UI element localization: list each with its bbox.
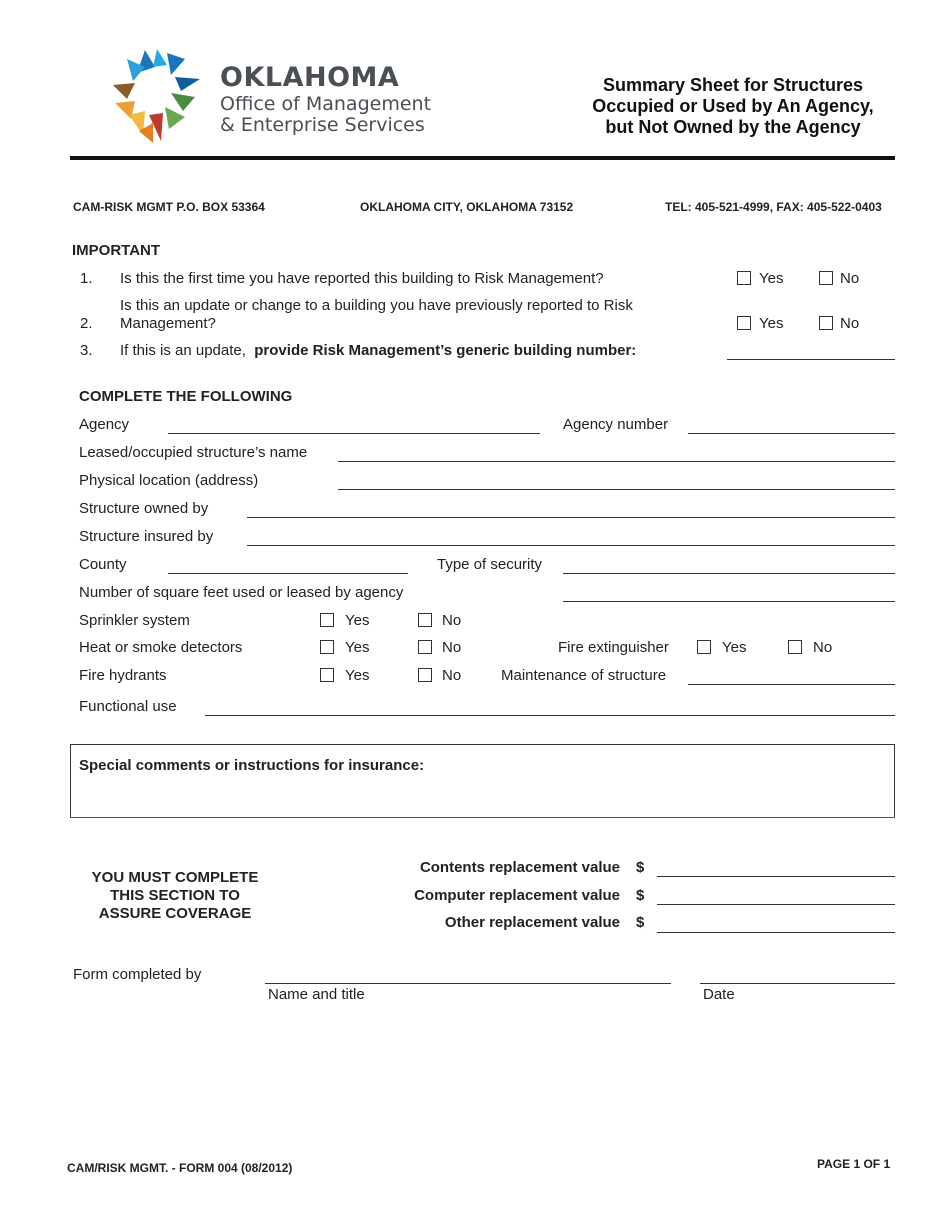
page-number: PAGE 1 OF 1 [817,1157,891,1171]
detectors-no-checkbox[interactable] [418,640,432,654]
physical-location-field[interactable] [338,489,895,490]
extinguisher-no-checkbox[interactable] [788,640,802,654]
q2-yes-checkbox[interactable] [737,316,751,330]
sprinkler-no-checkbox[interactable] [418,613,432,627]
extinguisher-yes-label: Yes [722,639,747,656]
type-of-security-field[interactable] [563,573,895,574]
county-field[interactable] [168,573,408,574]
contents-label: Contents replacement value [419,859,620,876]
physical-location-label: Physical location (address) [79,472,259,489]
q2-text-line-2: Management? [120,315,216,332]
contact-address: CAM-RISK MGMT P.O. BOX 53364 [73,200,265,214]
building-number-field[interactable] [727,359,895,360]
complete-heading: COMPLETE THE FOLLOWING [79,388,293,405]
extinguisher-no-label: No [813,639,833,656]
agency-field[interactable] [168,433,540,434]
org-line-3: & Enterprise Services [220,114,425,136]
owned-by-label: Structure owned by [79,500,209,517]
q2-yes-label: Yes [759,315,784,332]
q2-no-label: No [840,315,860,332]
important-heading: IMPORTANT [72,242,161,259]
detectors-no-label: No [442,639,462,656]
functional-use-field[interactable] [205,715,895,716]
functional-use-label: Functional use [79,698,177,715]
q1-no-checkbox[interactable] [819,271,833,285]
agency-number-field[interactable] [688,433,895,434]
must-line-3: ASSURE COVERAGE [98,905,252,922]
sprinkler-no-label: No [442,612,462,629]
omes-logo [105,45,205,145]
hydrants-yes-label: Yes [345,667,370,684]
must-line-1: YOU MUST COMPLETE [91,869,259,886]
q1-yes-label: Yes [759,270,784,287]
q3-text-plain: If this is an update, [120,342,246,359]
q2-number: 2. [80,315,93,332]
title-line-3: but Not Owned by the Agency [605,117,861,137]
star-logo-icon [105,45,205,145]
form-id: CAM/RISK MGMT. - FORM 004 (08/2012) [67,1161,293,1175]
other-currency: $ [636,914,645,931]
name-title-label: Name and title [268,986,365,1003]
q1-no-label: No [840,270,860,287]
insured-by-label: Structure insured by [79,528,214,545]
insured-by-field[interactable] [247,545,895,546]
computer-value-field[interactable] [657,904,895,905]
contents-value-field[interactable] [657,876,895,877]
other-label: Other replacement value [444,914,620,931]
coverage-notice [80,869,270,923]
structure-name-field[interactable] [338,461,895,462]
square-feet-field[interactable] [563,601,895,602]
date-field[interactable] [700,983,895,984]
title-line-2: Occupied or Used by An Agency, [592,96,874,116]
type-of-security-label: Type of security [437,556,543,573]
computer-label: Computer replacement value [414,887,620,904]
hydrants-yes-checkbox[interactable] [320,668,334,682]
contact-phone: TEL: 405-521-4999, FAX: 405-522-0403 [665,200,882,214]
sprinkler-label: Sprinkler system [79,612,190,629]
q1-text: Is this the first time you have reported this building to Risk Management? [120,270,604,287]
org-name: OKLAHOMA [220,62,400,93]
must-line-2: THIS SECTION TO [110,887,240,904]
q3-text-bold: provide Risk Management’s generic building number: [254,342,637,359]
contents-currency: $ [636,859,645,876]
detectors-yes-label: Yes [345,639,370,656]
other-value-field[interactable] [657,932,895,933]
org-line-2: Office of Management [220,93,432,115]
hydrants-label: Fire hydrants [79,667,167,684]
title-line-1: Summary Sheet for Structures [602,75,864,95]
sprinkler-yes-label: Yes [345,612,370,629]
detectors-yes-checkbox[interactable] [320,640,334,654]
contact-city: OKLAHOMA CITY, OKLAHOMA 73152 [360,200,574,214]
q1-number: 1. [80,270,93,287]
maintenance-field[interactable] [688,684,895,685]
owned-by-field[interactable] [247,517,895,518]
comments-box[interactable] [70,744,895,818]
detectors-label: Heat or smoke detectors [79,639,243,656]
agency-number-label: Agency number [563,416,669,433]
comments-label: Special comments or instructions for insurance: [79,757,425,774]
hydrants-no-label: No [442,667,462,684]
square-feet-label: Number of square feet used or leased by agency [79,584,404,601]
structure-name-label: Leased/occupied structure’s name [79,444,308,461]
county-label: County [79,556,127,573]
hydrants-no-checkbox[interactable] [418,668,432,682]
fire-extinguisher-label: Fire extinguisher [558,639,669,656]
form-title [578,75,888,138]
q1-yes-checkbox[interactable] [737,271,751,285]
q2-no-checkbox[interactable] [819,316,833,330]
q3-number: 3. [80,342,93,359]
date-label: Date [703,986,735,1003]
q2-text-line-1: Is this an update or change to a building you have previously reported to Risk [120,297,633,314]
q3-text [120,342,636,359]
completed-by-label: Form completed by [73,966,202,983]
header-rule [70,156,895,160]
computer-currency: $ [636,887,645,904]
name-title-field[interactable] [265,983,671,984]
maintenance-label: Maintenance of structure [501,667,667,684]
sprinkler-yes-checkbox[interactable] [320,613,334,627]
extinguisher-yes-checkbox[interactable] [697,640,711,654]
agency-label: Agency [79,416,130,433]
